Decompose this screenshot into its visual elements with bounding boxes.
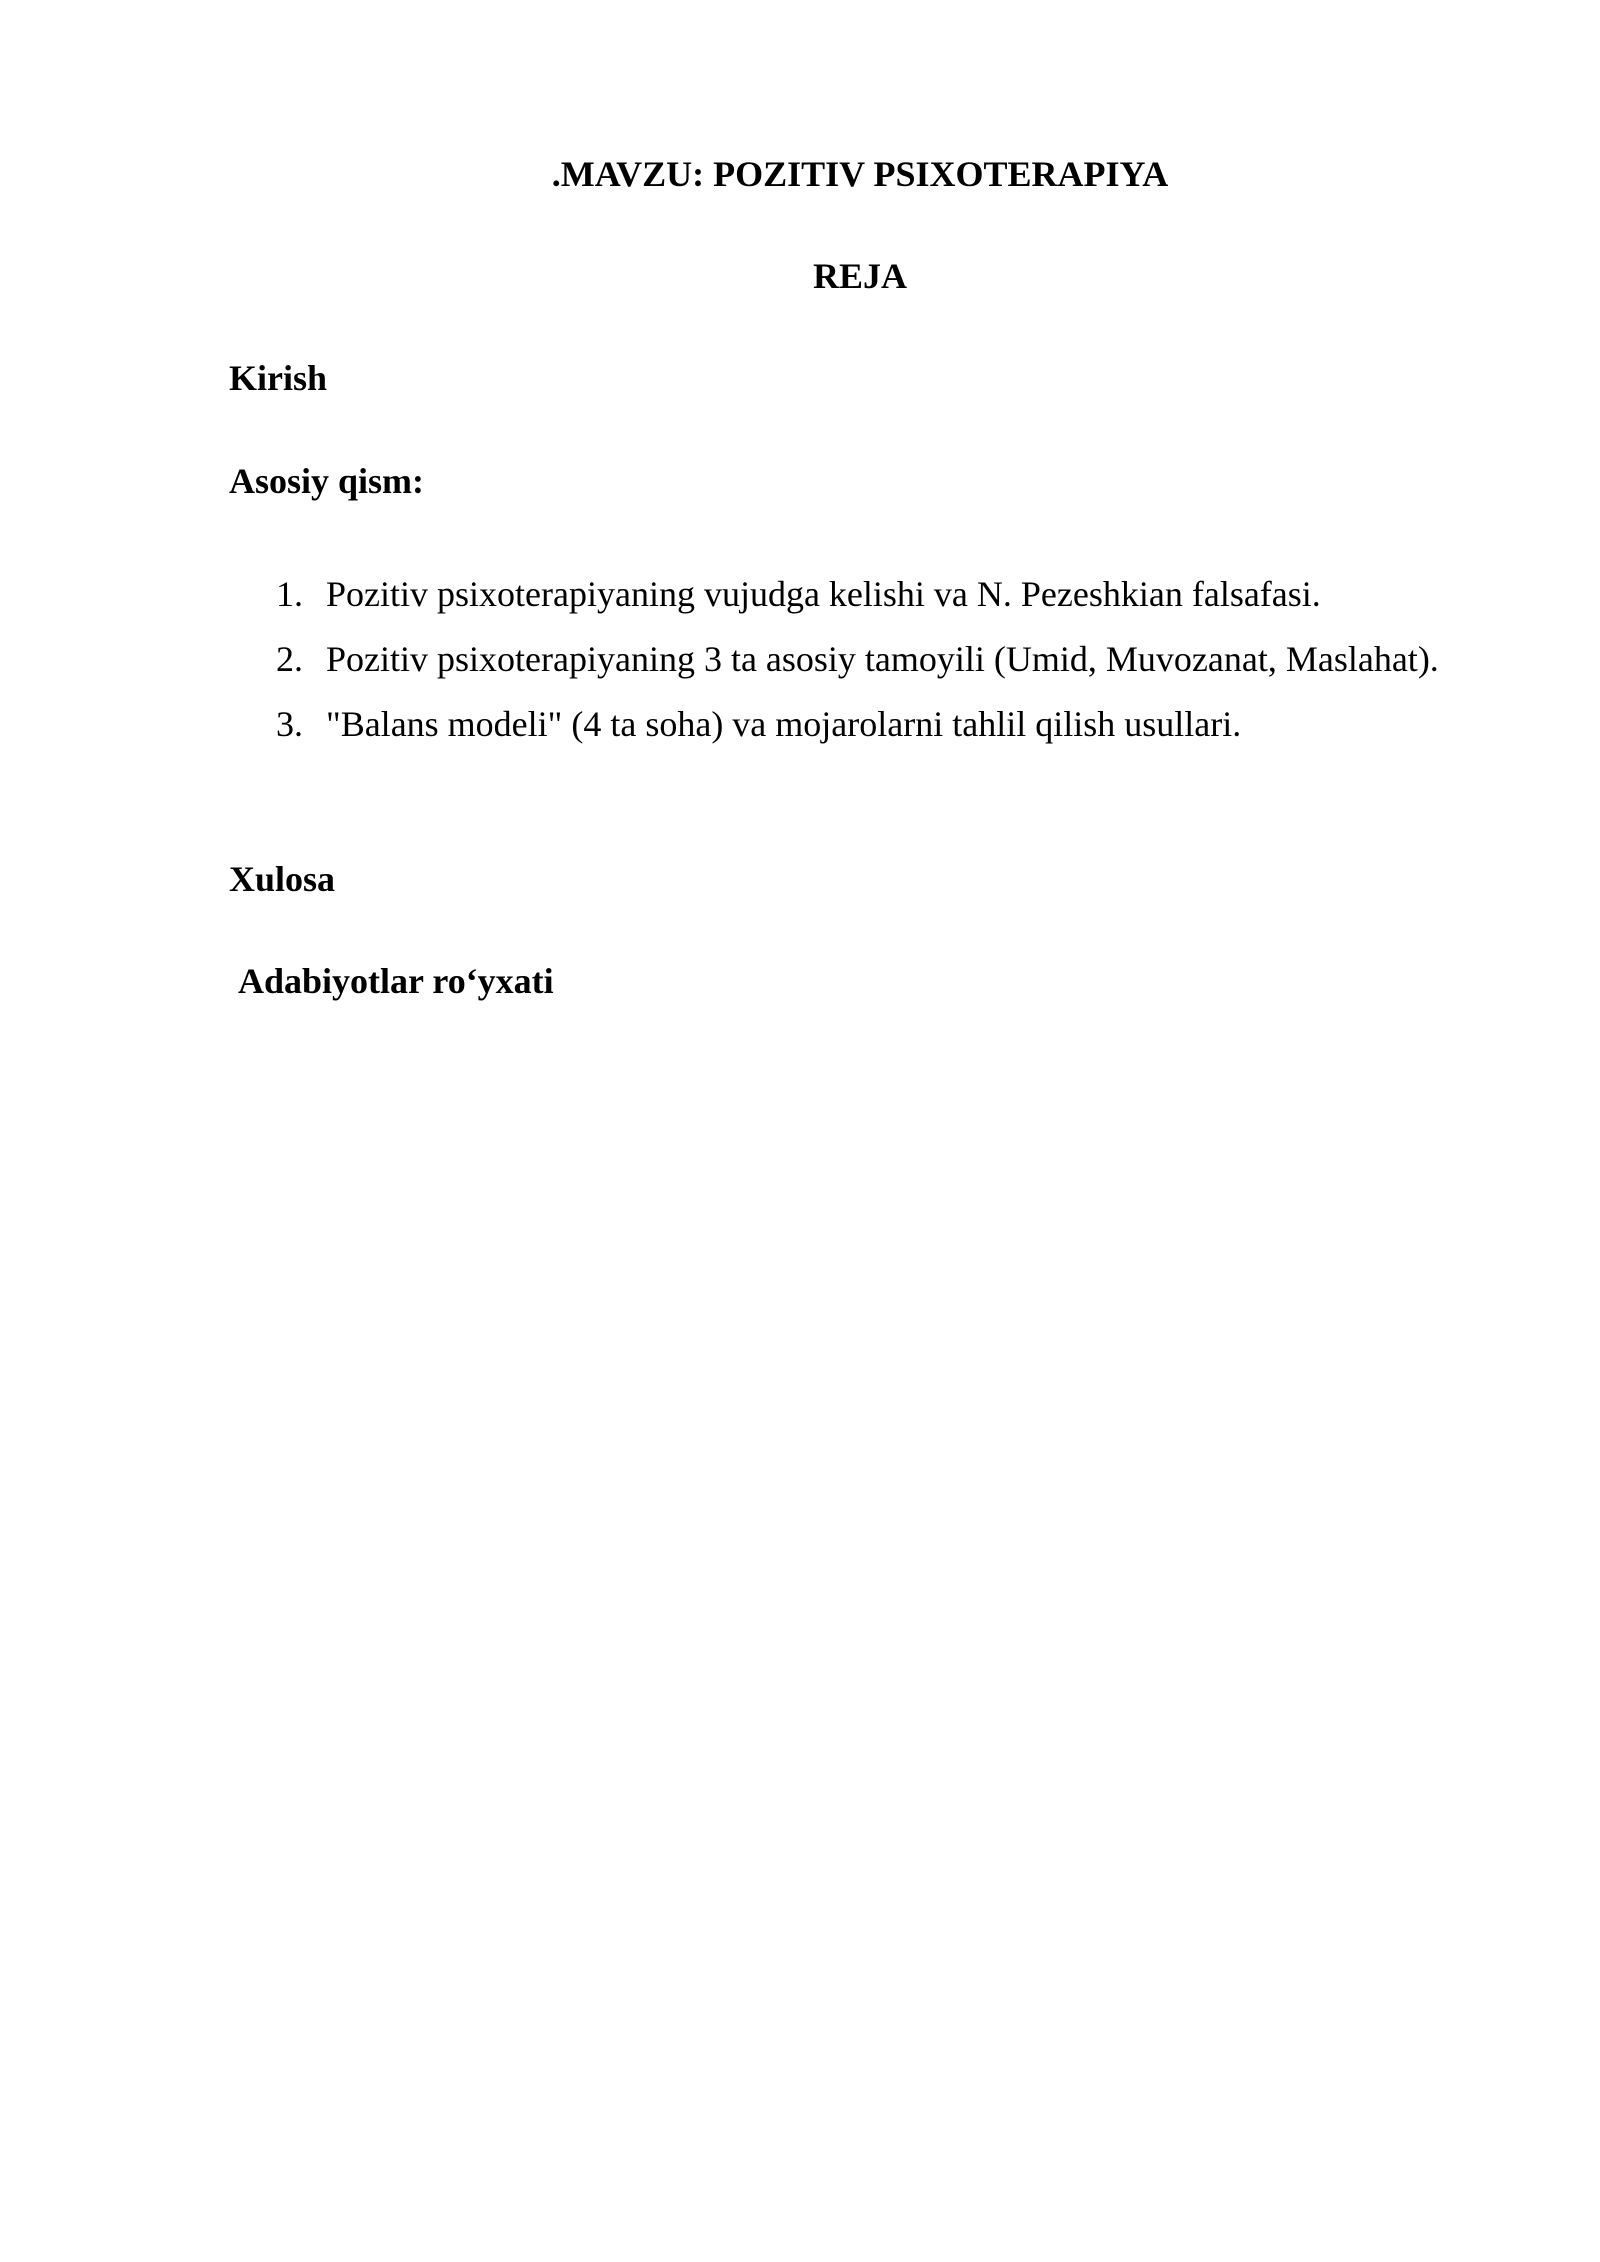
list-item-text: "Balans modeli" (4 ta soha) va mojarolarni tahlil qilish usullari.	[326, 704, 1242, 744]
list-item-text: Pozitiv psixoterapiyaning vujudga kelishi va N. Pezeshkian falsafasi.	[326, 574, 1321, 614]
list-item	[276, 562, 1488, 627]
plan-list	[276, 562, 1488, 757]
list-item-number: 1.	[276, 574, 303, 614]
intro-heading: Kirish	[229, 358, 328, 398]
document-title: .MAVZU: POZITIV PSIXOTERAPIYA	[551, 154, 1169, 194]
plan-heading: REJA	[812, 256, 907, 296]
list-item	[276, 692, 1488, 757]
list-item-number: 2.	[276, 639, 303, 679]
main-part-heading: Asosiy qism:	[229, 461, 425, 501]
list-item-text: Pozitiv psixoterapiyaning 3 ta asosiy tamoyili (Umid, Muvozanat, Maslahat).	[326, 639, 1439, 679]
list-item	[276, 627, 1488, 692]
references-heading: Adabiyotlar ro‘yxati	[238, 961, 554, 1001]
conclusion-heading: Xulosa	[229, 859, 336, 899]
list-item-number: 3.	[276, 704, 303, 744]
